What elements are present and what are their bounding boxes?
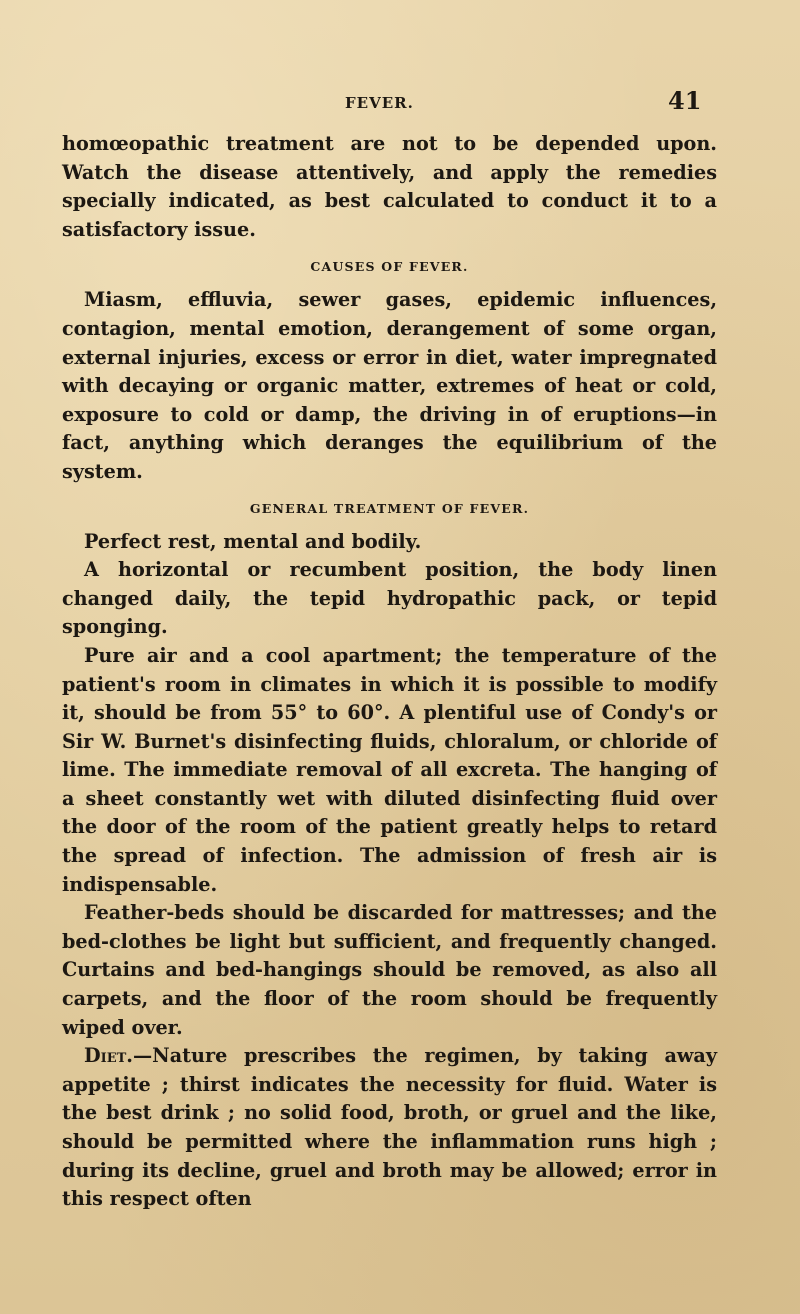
diet-text: —Nature prescribes the regimen, by taking away appetite ; thirst indicates the necessity for fluid. Water is the best drink ; no solid food, broth, or gruel and the like, should be permitted where the inflammation runs high ; during its decline, gruel and broth may be allowed; error in this respect often	[62, 1044, 717, 1211]
treatment-paragraph-4: Feather-beds should be discarded for mattresses; and the bed-clothes be light but sufficient, and frequently changed. Curtains and bed-hangings should be removed, as also all carpets, and the floor of the room should be frequently wiped over.	[62, 901, 717, 1039]
diet-paragraph	[62, 1042, 717, 1214]
running-head	[0, 86, 800, 122]
causes-heading: CAUSES OF FEVER.	[310, 259, 469, 275]
treatment-paragraph-2: A horizontal or recumbent position, the body linen changed daily, the tepid hydropathic pack, or tepid sponging.	[62, 558, 717, 639]
running-title: FEVER.	[345, 94, 414, 112]
treatment-paragraph-1: Perfect rest, mental and bodily.	[84, 529, 422, 553]
page-number: 41	[668, 86, 702, 115]
continuation-paragraph: homœopathic treatment are not to be depended upon. Watch the disease attentively, and apply the remedies specially indicated, as best calculated to conduct it to a satisfactory issue.	[62, 132, 717, 241]
diet-label: Diet.	[84, 1044, 133, 1068]
treatment-paragraph-3: Pure air and a cool apartment; the temperature of the patient's room in climates in which it is possible to modify it, should be from 55° to 60°. A plentiful use of Condy's or Sir W. Burnet's disinfecting fluids, chloralum, or chloride of lime. The immediate removal of all excreta. The hanging of a sheet constantly wet with diluted disinfecting fluid over the door of the room of the patient greatly helps to retard the spread of infection. The admission of fresh air is indispensable.	[62, 643, 717, 896]
treatment-heading: GENERAL TREATMENT OF FEVER.	[249, 500, 530, 516]
causes-paragraph: Miasm, effluvia, sewer gases, epidemic influences, contagion, mental emotion, derangement of some organ, external injuries, excess or error in diet, water impregnated with decaying or organic matter, extremes of heat or cold, exposure to cold or damp, the driving in of eruptions—in fact, anything which deranges the equilibrium of the system.	[62, 288, 717, 483]
page-body	[62, 130, 717, 1214]
